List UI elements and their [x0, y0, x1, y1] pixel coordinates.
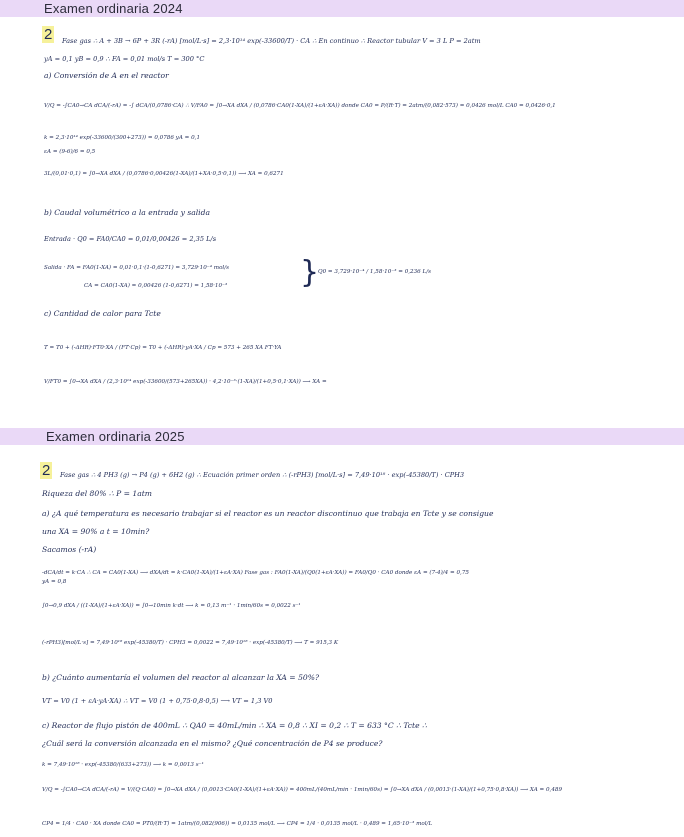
section-title: Examen ordinaria 2025: [46, 429, 185, 444]
problem-number: 2: [44, 26, 53, 43]
problem-data: yA = 0,1 yB = 0,9 ∴ FA = 0,01 mol/s T = 300 °C: [44, 55, 205, 63]
problem-number: 2: [42, 462, 51, 479]
equation-line: V/Q = -∫CA0→CA dCA/(-rA) = V/(Q·CA0) = ∫0→XA dXA / (0,0013·CA0(1-XA)/(1+εA·XA)) = 400mL/(40mL/min · 1min/60s) = ∫0→XA dXA / (0,0013·(1-XA)/(1+0,75·0,8·XA)) ⟶ XA = 0,489: [42, 787, 563, 793]
section-title: Examen ordinaria 2024: [44, 1, 183, 16]
equation-line: VT = V0 (1 + εA·yA·XA) ∴ VT = V0 (1 + 0,75·0,8·0,5) ⟶ VT = 1,3 V0: [42, 697, 273, 705]
equation-line: yA = 0,8: [42, 579, 67, 585]
equation-line: (-rPH3)[mol/L·s] = 7,49·10¹⁸ exp(-45380/T) · CPH3 = 0,0022 = 7,49·10¹⁸ · exp(-45380/T) ⟶ T = 915,3 K: [42, 640, 339, 646]
equation-line: CP4 = 1/4 · CA0 · XA donde CA0 = PT0/(R·T) = 1atm/(0,082(906)) = 0,0135 mol/L ⟶ CP4 = 1/4 · 0,0135 mol/L · 0,489 = 1,65·10⁻³ mol/L: [42, 821, 433, 827]
equation-line: Salida · FA = FA0(1-XA) = 0,01·0,1·(1-0,6271) = 3,729·10⁻⁴ mol/s: [44, 265, 229, 271]
equation-line: εA = (9-6)/6 = 0,5: [44, 149, 96, 155]
subquestion-c: c) Reactor de flujo pistón de 400mL ∴ QA0 = 40mL/min ∴ XA = 0,8 ∴ XI = 0,2 ∴ T = 633 °C ∴ Tcte ∴: [42, 721, 427, 730]
problem-statement: Fase gas ∴ 4 PH3 (g) → P4 (g) + 6H2 (g) ∴ Ecuación primer orden ∴ (-rPH3) [mol/L·s] = 7,49·10¹⁸ · exp(-45380/T) · CPH3: [60, 471, 465, 479]
equation-line: k = 2,3·10¹⁴ exp(-33600/(300+273)) = 0,0786 yA = 0,1: [44, 135, 201, 141]
equation-line: k = 7,49·10¹⁸ · exp(-45380/(633+273)) ⟶ k = 0,0013 s⁻¹: [42, 762, 204, 768]
text-line: Sacamos (-rA): [42, 545, 97, 554]
subquestion-a: a) Conversión de A en el reactor: [44, 71, 169, 80]
equation-line: V/FT0 = ∫0→XA dXA / (2,3·10¹⁴ exp(-33600/(573+265XA)) · 4,2·10⁻³·(1-XA)/(1+0,5·0,1·XA)) ⟶ XA =: [44, 379, 327, 385]
equation-line: 3L/(0,01·0,1) = ∫0→XA dXA / (0,0786·0,00426(1-XA)/(1+XA·0,5·0,1)) ⟶ XA = 0,6271: [44, 171, 284, 177]
subquestion-c: c) Cantidad de calor para Tcte: [44, 309, 161, 318]
subquestion-c-cont: ¿Cuál será la conversión alcanzada en el mismo? ¿Qué concentración de P4 se produce?: [42, 739, 383, 748]
equation-line: T = T0 + (-ΔHR)·FT0·XA / (FT·Cp) = T0 + (-ΔHR)·yA·XA / Cp = 573 + 265 XA FT·YA: [44, 345, 282, 351]
equation-line: -dCA/dt = k·CA ∴ CA = CA0(1-XA) ⟶ dXA/dt = k·CA0(1-XA)/(1+εA·XA) Fase gas : FA0(1-XA)/(Q0(1+εA·XA)) = FA0/Q0 · CA0 donde εA = (7-4)/4 = 0,75: [42, 570, 469, 576]
equation-line: Q0 = 3,729·10⁻⁴ / 1,58·10⁻³ = 0,236 L/s: [318, 269, 431, 275]
problem-statement: Fase gas ∴ A + 3B → 6P + 3R (-rA) [mol/L·s] = 2,3·10¹⁴ exp(-33600/T) · CA ∴ En continuo ∴ Reactor tubular V = 3 L P = 2atm: [62, 37, 481, 45]
equation-line: CA = CA0(1-XA) = 0,00426 (1-0,6271) = 1,58·10⁻³: [84, 283, 228, 289]
equation-line: Entrada · Q0 = FA0/CA0 = 0,01/0,00426 = 2,35 L/s: [44, 235, 217, 243]
brace-symbol: }: [300, 255, 320, 290]
equation-line: ∫0→0,9 dXA / ((1-XA)/(1+εA·XA)) = ∫0→10min k·dt ⟶ k = 0,13 m⁻¹ · 1min/60s = 0,0022 s⁻¹: [42, 603, 301, 609]
equation-line: V/Q = -∫CA0→CA dCA/(-rA) = -∫ dCA/(0,0786·CA) ∴ V/FA0 = ∫0→XA dXA / (0,0786·CA0(1-XA)/(1+εA·XA)) donde CA0 = P/(R·T) = 2atm/(0,082·573) = 0,0426 mol/L CA0 = 0,0426·0,1: [44, 103, 556, 109]
subquestion-b: b) Caudal volumétrico a la entrada y salida: [44, 208, 211, 217]
problem-data: Riqueza del 80% ∴ P = 1atm: [42, 489, 152, 498]
subquestion-a: a) ¿A qué temperatura es necesario trabajar si el reactor es un reactor discontinuo que trabaja en Tcte y se consigue: [42, 509, 494, 518]
subquestion-b: b) ¿Cuánto aumentaría el volumen del reactor al alcanzar la XA = 50%?: [42, 673, 320, 682]
subquestion-a-cont: una XA = 90% a t = 10min?: [42, 527, 150, 536]
